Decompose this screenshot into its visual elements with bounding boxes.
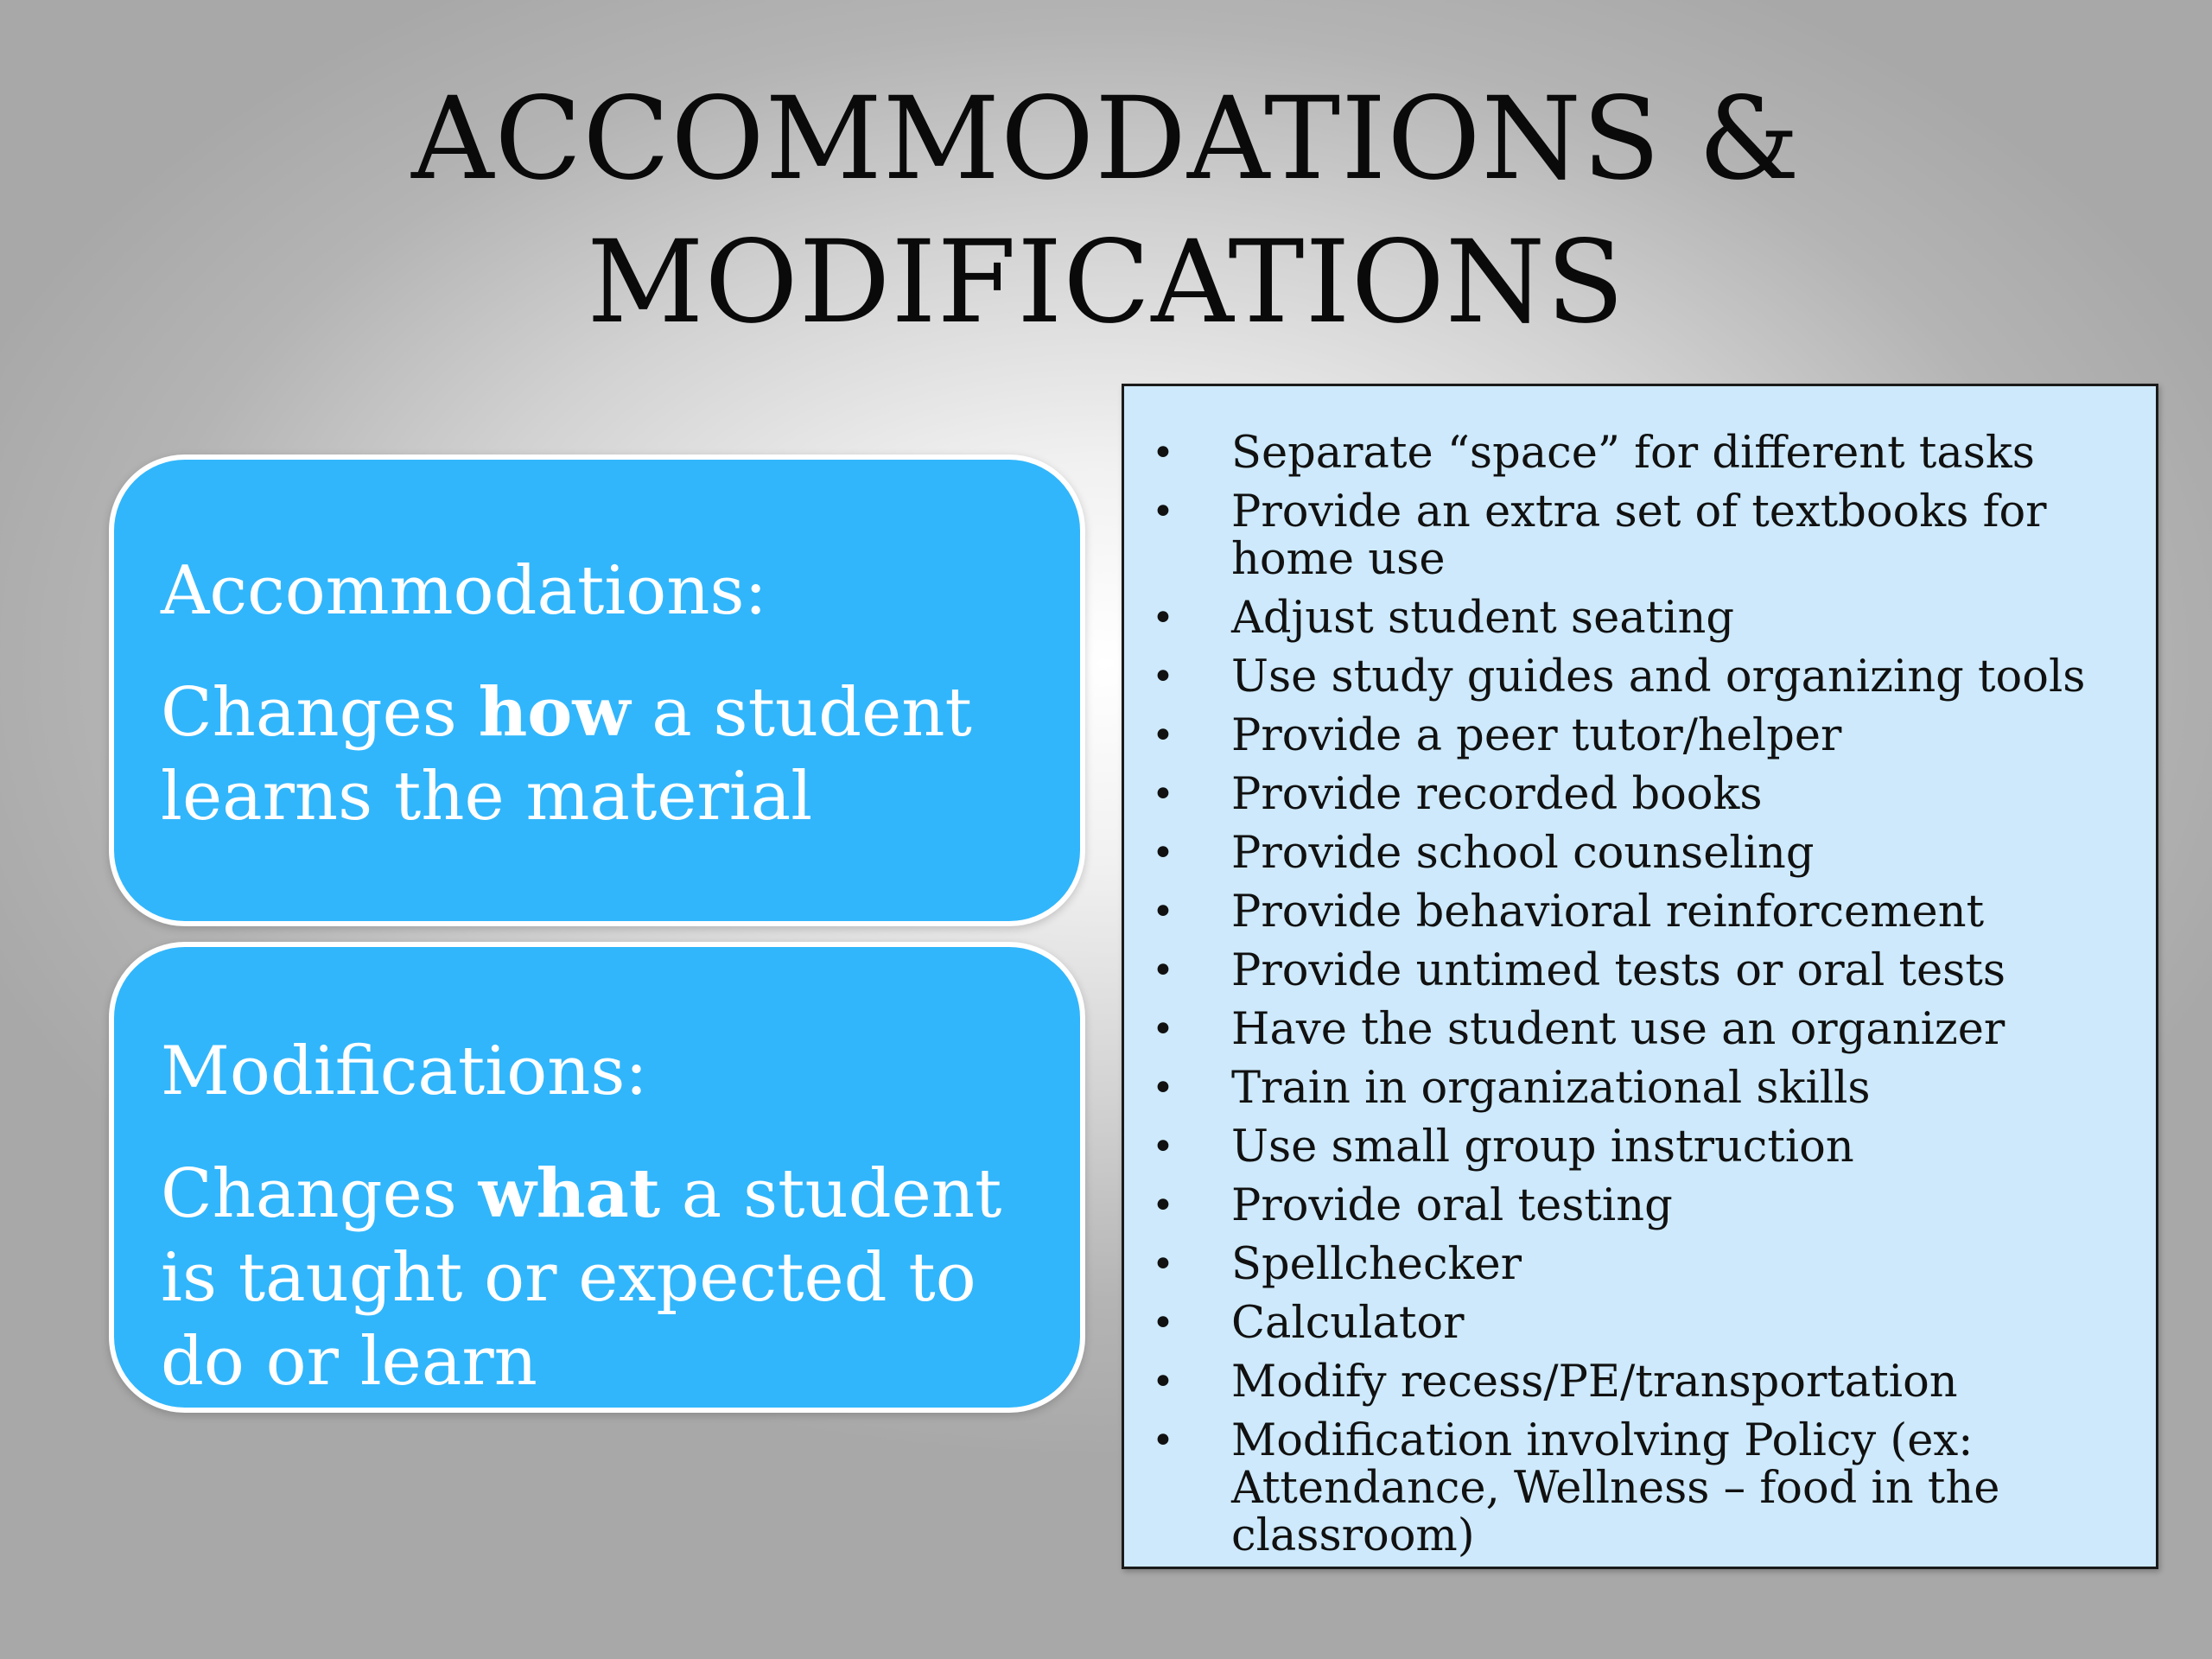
bullet-icon: • [1152, 655, 1174, 699]
list-item-text: Modification involving Policy (ex: Attendance, Wellness – food in the classroom) [1231, 1415, 2000, 1561]
accommodations-definition-end: a student learns the material [161, 674, 972, 836]
list-item-text: Train in organizational skills [1231, 1063, 1871, 1114]
list-item [1124, 653, 2121, 701]
list-item [1124, 771, 2121, 818]
list-item-text: Provide oral testing [1231, 1180, 1673, 1231]
list-item [1124, 488, 2121, 583]
examples-list-panel [1122, 384, 2158, 1569]
list-item [1124, 1417, 2121, 1560]
bullet-icon: • [1152, 949, 1174, 993]
list-item-text: Spellchecker [1231, 1239, 1522, 1290]
bullet-icon: • [1152, 1125, 1174, 1169]
list-item [1124, 594, 2121, 642]
bullet-icon: • [1152, 1243, 1174, 1287]
bullet-icon: • [1152, 1419, 1174, 1463]
bullet-icon: • [1152, 1360, 1174, 1404]
bullet-icon: • [1152, 1301, 1174, 1345]
bullet-icon: • [1152, 714, 1174, 758]
bullet-icon: • [1152, 1184, 1174, 1228]
list-item [1124, 1358, 2121, 1406]
modifications-heading: Modifications: [161, 1033, 648, 1110]
accommodations-card [109, 454, 1085, 926]
examples-list [1124, 429, 2161, 1571]
list-item [1124, 1123, 2121, 1171]
bullet-icon: • [1152, 890, 1174, 934]
accommodations-heading: Accommodations: [161, 552, 767, 630]
list-item-text: Provide a peer tutor/helper [1231, 710, 1842, 761]
list-item-text: Provide untimed tests or oral tests [1231, 945, 2006, 996]
list-item [1124, 888, 2121, 936]
list-item [1124, 712, 2121, 760]
list-item-text: Provide an extra set of textbooks for home use [1231, 486, 2047, 585]
list-item-text: Provide behavioral reinforcement [1231, 887, 1985, 938]
list-item [1124, 830, 2121, 877]
slide-title-line-1: ACCOMMODATIONS & [411, 73, 1801, 206]
accommodations-definition [161, 671, 1068, 839]
list-item-text: Separate “space” for different tasks [1231, 428, 2035, 479]
list-item-text: Provide school counseling [1231, 828, 1815, 879]
list-item-text: Use small group instruction [1231, 1122, 1854, 1173]
list-item-text: Modify recess/PE/transportation [1231, 1357, 1958, 1408]
bullet-icon: • [1152, 1066, 1174, 1110]
list-item-text: Adjust student seating [1231, 593, 1734, 644]
bullet-icon: • [1152, 772, 1174, 817]
bullet-icon: • [1152, 490, 1174, 534]
list-item [1124, 1065, 2121, 1112]
list-item [1124, 1300, 2121, 1347]
modifications-definition [161, 1152, 1068, 1404]
list-item [1124, 1006, 2121, 1053]
accommodations-emphasis: how [478, 673, 631, 752]
list-item-text: Use study guides and organizing tools [1231, 652, 2086, 702]
slide-title-line-2: MODIFICATIONS [587, 216, 1625, 349]
modifications-definition-end: a student is taught or expected to do or learn [161, 1155, 1002, 1401]
modifications-emphasis: what [478, 1154, 661, 1233]
bullet-icon: • [1152, 1007, 1174, 1052]
slide-title [0, 67, 2212, 354]
list-item-text: Have the student use an organizer [1231, 1004, 2005, 1055]
accommodations-definition-start: Changes [161, 674, 479, 752]
modifications-definition-start: Changes [161, 1155, 479, 1233]
list-item [1124, 429, 2121, 477]
bullet-icon: • [1152, 596, 1174, 640]
modifications-card [109, 942, 1085, 1413]
list-item [1124, 947, 2121, 995]
list-item-text: Calculator [1231, 1298, 1465, 1349]
bullet-icon: • [1152, 431, 1174, 475]
list-item-text: Provide recorded books [1231, 769, 1763, 820]
list-item [1124, 1182, 2121, 1230]
list-item [1124, 1241, 2121, 1288]
bullet-icon: • [1152, 831, 1174, 875]
